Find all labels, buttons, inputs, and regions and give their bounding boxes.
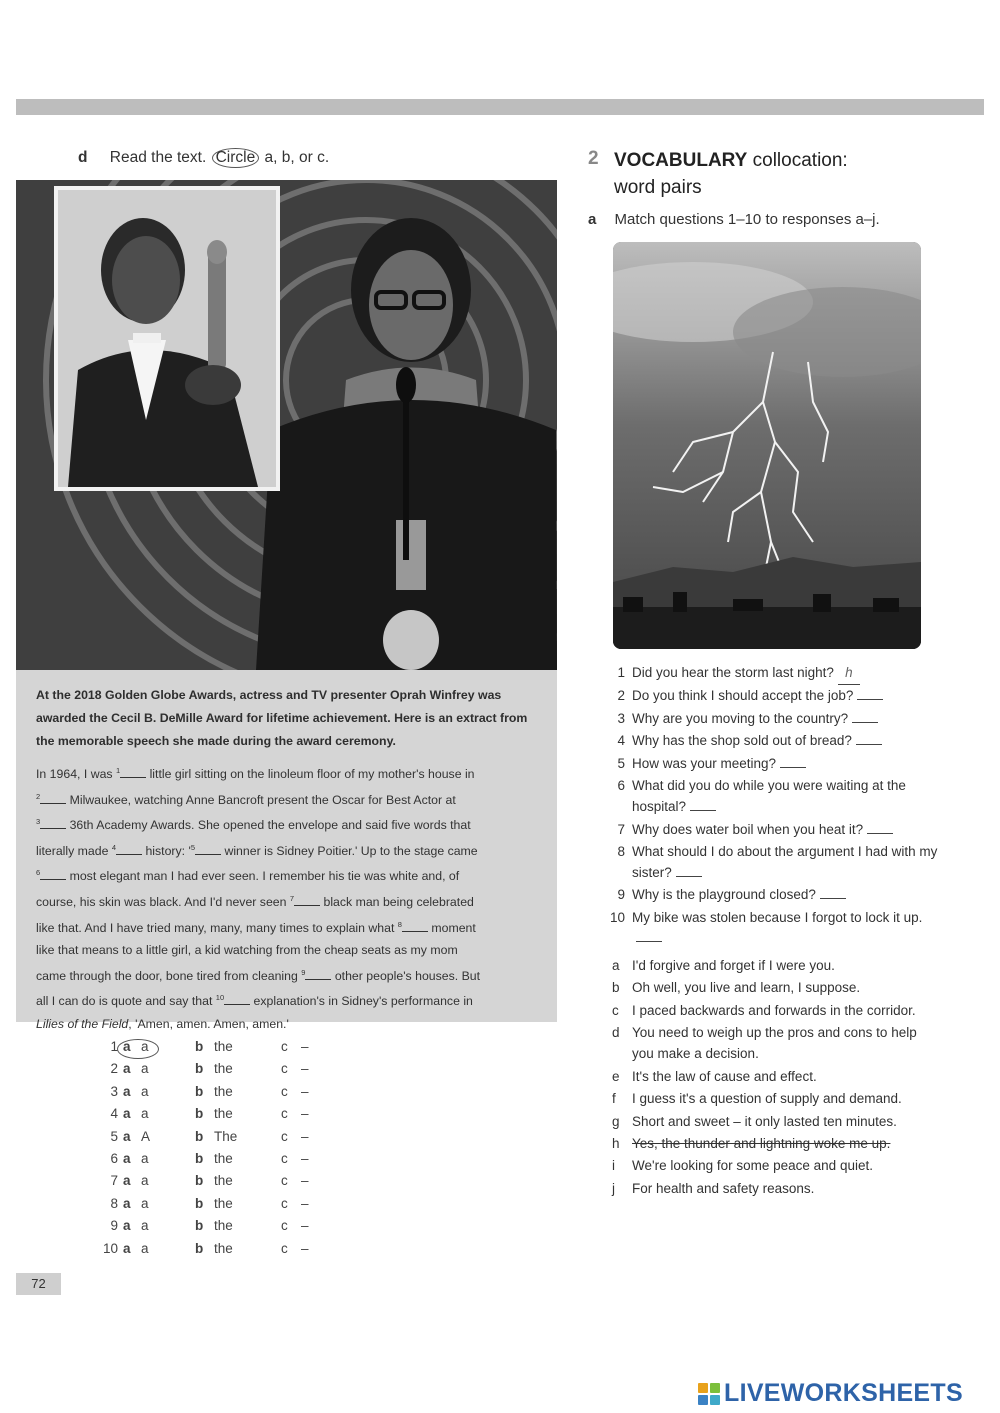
- answer-field[interactable]: [820, 887, 846, 899]
- section-title-rest: collocation:: [752, 150, 848, 171]
- option-b-label: b: [195, 1083, 204, 1099]
- gap-number: 7: [289, 893, 295, 903]
- option-a[interactable]: A: [141, 1128, 151, 1144]
- option-b-label: b: [195, 1039, 204, 1054]
- response-item: [612, 1134, 932, 1155]
- body-text: In 1964, I was: [36, 767, 116, 782]
- question-number: 7: [617, 821, 625, 837]
- gap-number: 10: [215, 993, 225, 1003]
- question-text: My bike was stolen because I forgot to lock it up.: [632, 909, 923, 925]
- response-text: I'd forgive and forget if I were you.: [632, 958, 835, 973]
- question-item: [608, 731, 938, 752]
- response-text: Oh well, you live and learn, I suppose.: [632, 980, 861, 996]
- option-c[interactable]: –: [301, 1061, 309, 1077]
- body-text: 36th Academy Awards. She opened the envelope and said five words that: [66, 818, 471, 833]
- body-text: all I can do is quote and say that: [36, 994, 216, 1009]
- option-b-label: b: [195, 1173, 204, 1189]
- option-b-label: b: [195, 1106, 204, 1122]
- gap-blank[interactable]: [40, 868, 66, 880]
- option-c-label: c: [281, 1173, 288, 1189]
- body-text: moment: [427, 920, 476, 935]
- response-item: [612, 978, 932, 999]
- option-b-label: b: [195, 1128, 204, 1144]
- section-number: 2: [588, 148, 599, 169]
- answer-row: [94, 1084, 334, 1106]
- response-letter: a: [612, 958, 620, 973]
- response-letter: g: [612, 1113, 620, 1129]
- matching-instruction: [588, 211, 880, 228]
- gap-number: 1: [115, 766, 121, 775]
- answer-field[interactable]: [780, 756, 806, 768]
- question-item: [608, 885, 938, 906]
- response-text: Yes, the thunder and lightning woke me up.: [632, 1135, 891, 1151]
- body-text: winner is Sidney Poitier.' Up to the stage came: [221, 843, 478, 858]
- question-number: 3: [617, 710, 625, 726]
- article-body: [36, 760, 541, 1035]
- response-letter: d: [612, 1025, 620, 1041]
- body-text: like that. And I have tried many, many, many times to explain what: [36, 920, 398, 935]
- answer-field[interactable]: [690, 799, 716, 811]
- option-b[interactable]: the: [214, 1218, 233, 1234]
- question-item: [608, 842, 938, 883]
- response-letter: i: [612, 1158, 615, 1174]
- body-text: literally made: [36, 843, 112, 858]
- answer-number: 1: [110, 1039, 118, 1054]
- question-number: 2: [617, 688, 625, 704]
- question-item: [608, 686, 938, 707]
- option-b[interactable]: the: [214, 1150, 233, 1166]
- option-a-label: a: [123, 1150, 131, 1166]
- option-a[interactable]: a: [141, 1240, 149, 1256]
- gap-blank[interactable]: [224, 993, 250, 1005]
- response-text: For health and safety reasons.: [632, 1180, 815, 1196]
- option-c-label: c: [281, 1218, 288, 1234]
- body-text: little girl sitting on the linoleum floor of my mother's house in: [146, 767, 475, 782]
- film-title: Lilies of the Field: [36, 1016, 129, 1031]
- option-a[interactable]: a: [141, 1039, 149, 1054]
- answer-row: [94, 1151, 334, 1173]
- article-photo: [16, 180, 557, 670]
- option-c-label: c: [281, 1240, 288, 1256]
- answer-row: [94, 1061, 334, 1083]
- option-b[interactable]: the: [214, 1240, 233, 1256]
- option-a-label: a: [123, 1039, 131, 1054]
- question-text: Why are you moving to the country?: [632, 710, 849, 726]
- answer-row: [94, 1129, 334, 1151]
- answer-field[interactable]: [676, 865, 702, 877]
- instruction-text: Match questions 1–10 to responses a–j.: [614, 211, 880, 228]
- body-text: other people's houses. But: [331, 968, 481, 983]
- answer-number: 2: [110, 1061, 118, 1077]
- question-text: Did you hear the storm last night?: [632, 665, 834, 680]
- question-number: 8: [617, 843, 625, 859]
- option-b-label: b: [195, 1150, 204, 1166]
- gap-blank[interactable]: [120, 766, 146, 778]
- answer-number: 9: [110, 1218, 118, 1234]
- response-letter: h: [612, 1135, 620, 1151]
- response-item: [612, 1112, 932, 1133]
- answer-row: [94, 1241, 334, 1263]
- option-c[interactable]: –: [301, 1039, 309, 1054]
- answer-row: [94, 1173, 334, 1195]
- gap-blank[interactable]: [40, 817, 66, 829]
- logo-text: LIVEWORKSHEETS: [724, 1379, 963, 1407]
- option-b[interactable]: the: [214, 1195, 233, 1211]
- question-item: [608, 709, 938, 730]
- body-text: course, his skin was black. And I'd never seen: [36, 895, 290, 910]
- answer-number: 8: [110, 1195, 118, 1211]
- response-text: It's the law of cause and effect.: [632, 1068, 817, 1084]
- answer-number: 5: [110, 1128, 118, 1144]
- question-number: 6: [617, 778, 625, 794]
- gap-number: 4: [111, 842, 117, 852]
- question-item: [608, 820, 938, 841]
- response-item: [612, 1067, 932, 1088]
- option-a-label: a: [123, 1128, 131, 1144]
- option-a-label: a: [123, 1173, 131, 1189]
- gap-number: 9: [301, 967, 306, 977]
- option-c[interactable]: –: [301, 1173, 309, 1189]
- body-text: Milwaukee, watching Anne Bancroft present the Oscar for Best Actor at: [66, 792, 456, 807]
- option-a[interactable]: a: [141, 1195, 149, 1211]
- answer-field[interactable]: [867, 822, 893, 834]
- option-c[interactable]: –: [301, 1128, 309, 1144]
- answer-row: [94, 1039, 334, 1061]
- response-letter: b: [612, 980, 620, 996]
- option-a[interactable]: a: [141, 1106, 149, 1122]
- response-item: [612, 1001, 932, 1022]
- question-number: 4: [617, 733, 625, 749]
- gap-number: 2: [36, 791, 41, 801]
- gap-number: 6: [36, 868, 41, 878]
- question-text: Why does water boil when you heat it?: [632, 821, 864, 837]
- option-a[interactable]: a: [141, 1061, 149, 1077]
- option-a[interactable]: a: [141, 1150, 149, 1166]
- option-a-label: a: [123, 1240, 131, 1256]
- body-text: like that means to a little girl, a kid watching from the cheap seats as my mom: [36, 943, 458, 958]
- exercise-letter: a: [588, 211, 597, 228]
- option-a-label: a: [123, 1061, 131, 1077]
- body-text: black man being celebrated: [320, 895, 474, 910]
- option-b[interactable]: the: [214, 1061, 233, 1077]
- question-item: [608, 908, 938, 949]
- question-text: Why has the shop sold out of bread?: [632, 733, 852, 749]
- option-c-label: c: [281, 1039, 288, 1054]
- instruction-text-before: Read the text.: [109, 149, 207, 166]
- gap-number: 3: [36, 817, 41, 827]
- answer-number: 6: [110, 1150, 118, 1166]
- answer-number: 7: [110, 1173, 118, 1189]
- option-b[interactable]: the: [214, 1106, 233, 1122]
- response-item: [612, 1023, 932, 1064]
- option-c[interactable]: –: [301, 1240, 309, 1256]
- page-number: 72: [16, 1273, 61, 1295]
- response-text: I paced backwards and forwards in the corridor.: [632, 1002, 916, 1018]
- option-b[interactable]: The: [214, 1128, 238, 1144]
- section-title-line2: word pairs: [614, 177, 702, 198]
- question-item: [608, 754, 938, 775]
- response-letter: j: [612, 1180, 615, 1196]
- question-list: [608, 663, 938, 951]
- response-item: [612, 1156, 932, 1177]
- answer-field[interactable]: [856, 733, 882, 745]
- option-c-label: c: [281, 1106, 288, 1122]
- option-b-label: b: [195, 1218, 204, 1234]
- response-letter: f: [612, 1091, 616, 1107]
- response-item: [612, 1179, 932, 1200]
- gap-number: 8: [397, 919, 402, 929]
- question-text: What did you do while you were waiting at the hospital?: [632, 778, 906, 815]
- option-c-label: c: [281, 1128, 288, 1144]
- question-item: [608, 776, 938, 817]
- option-a[interactable]: a: [141, 1173, 149, 1189]
- question-text: Do you think I should accept the job?: [632, 688, 854, 704]
- question-text: Why is the playground closed?: [632, 887, 816, 903]
- option-b-label: b: [195, 1240, 204, 1256]
- answer-field[interactable]: [852, 711, 878, 723]
- liveworksheets-logo: [698, 1378, 994, 1408]
- answer-field[interactable]: [636, 930, 662, 942]
- option-c[interactable]: –: [301, 1195, 309, 1211]
- question-number: 1: [617, 665, 625, 680]
- option-c-label: c: [281, 1195, 288, 1211]
- response-text: Short and sweet – it only lasted ten minutes.: [632, 1113, 897, 1129]
- option-b[interactable]: the: [214, 1039, 233, 1054]
- gap-blank[interactable]: [305, 968, 331, 980]
- answer-circle: [117, 1039, 159, 1059]
- reading-instruction: [78, 148, 329, 168]
- body-text: came through the door, bone tired from cleaning: [36, 968, 302, 983]
- question-text: What should I do about the argument I had with my sister?: [632, 843, 938, 880]
- gap-number: 5: [190, 842, 196, 852]
- option-b-label: b: [195, 1195, 204, 1211]
- circled-word: Circle: [212, 148, 260, 168]
- option-a-label: a: [123, 1106, 131, 1122]
- header-bar: [16, 99, 984, 115]
- option-c-label: c: [281, 1061, 288, 1077]
- exercise-letter: d: [78, 149, 88, 166]
- option-c[interactable]: –: [301, 1106, 309, 1122]
- body-text: , 'Amen, amen. Amen, amen.': [128, 1016, 289, 1031]
- section-title-bold: VOCABULARY: [614, 150, 748, 171]
- answer-row: [94, 1196, 334, 1218]
- option-c[interactable]: –: [301, 1218, 309, 1234]
- gap-blank[interactable]: [40, 792, 66, 804]
- response-list: [612, 956, 932, 1201]
- gap-blank[interactable]: [195, 843, 221, 855]
- body-text: most elegant man I had ever seen. I remember his tie was white and, of: [66, 869, 460, 884]
- answer-row: [94, 1106, 334, 1128]
- response-text: We're looking for some peace and quiet.: [632, 1158, 873, 1174]
- answer-number: 10: [102, 1240, 118, 1256]
- response-text: I guess it's a question of supply and demand.: [632, 1091, 902, 1107]
- question-number: 9: [617, 887, 625, 903]
- response-item: [612, 1089, 932, 1110]
- response-letter: c: [612, 1002, 619, 1018]
- gap-blank[interactable]: [402, 920, 428, 932]
- option-c[interactable]: –: [301, 1083, 309, 1099]
- article-intro: At the 2018 Golden Globe Awards, actress and TV presenter Oprah Winfrey was awarded the Cecil B. DeMille Award for lifetime achievement. Here is an extract from the memorable speech she made during the award ceremony.: [36, 688, 528, 748]
- answer-row: [94, 1218, 334, 1240]
- lightning-photo: [613, 242, 921, 649]
- gap-blank[interactable]: [116, 843, 142, 855]
- option-b[interactable]: the: [214, 1083, 233, 1099]
- body-text: explanation's in Sidney's performance in: [250, 994, 473, 1009]
- question-number: 5: [617, 755, 625, 771]
- option-b[interactable]: the: [214, 1173, 233, 1189]
- response-letter: e: [612, 1068, 620, 1084]
- response-text: You need to weigh up the pros and cons to help you make a decision.: [632, 1025, 917, 1062]
- question-number: 10: [609, 909, 625, 925]
- option-c-label: c: [281, 1083, 288, 1099]
- option-b-label: b: [195, 1061, 204, 1077]
- question-text: How was your meeting?: [632, 755, 777, 771]
- instruction-text-after: a, b, or c.: [264, 149, 330, 166]
- option-a-label: a: [123, 1195, 131, 1211]
- question-item: [608, 663, 938, 685]
- gap-blank[interactable]: [294, 894, 320, 906]
- answer-options: [94, 1039, 334, 1263]
- option-a[interactable]: a: [141, 1218, 149, 1234]
- response-item: [612, 956, 932, 977]
- body-text: history: ': [142, 843, 191, 858]
- option-a-label: a: [123, 1083, 131, 1099]
- option-a[interactable]: a: [141, 1083, 149, 1099]
- answer-field[interactable]: h: [838, 663, 860, 685]
- answer-number: 4: [110, 1106, 118, 1122]
- option-c[interactable]: –: [301, 1150, 309, 1166]
- archive-photo-inset: [54, 186, 280, 491]
- answer-number: 3: [110, 1083, 118, 1099]
- option-a-label: a: [123, 1218, 131, 1234]
- answer-field[interactable]: [857, 688, 883, 700]
- section-title: [614, 147, 848, 201]
- logo-icon: [698, 1383, 720, 1405]
- option-c-label: c: [281, 1150, 288, 1166]
